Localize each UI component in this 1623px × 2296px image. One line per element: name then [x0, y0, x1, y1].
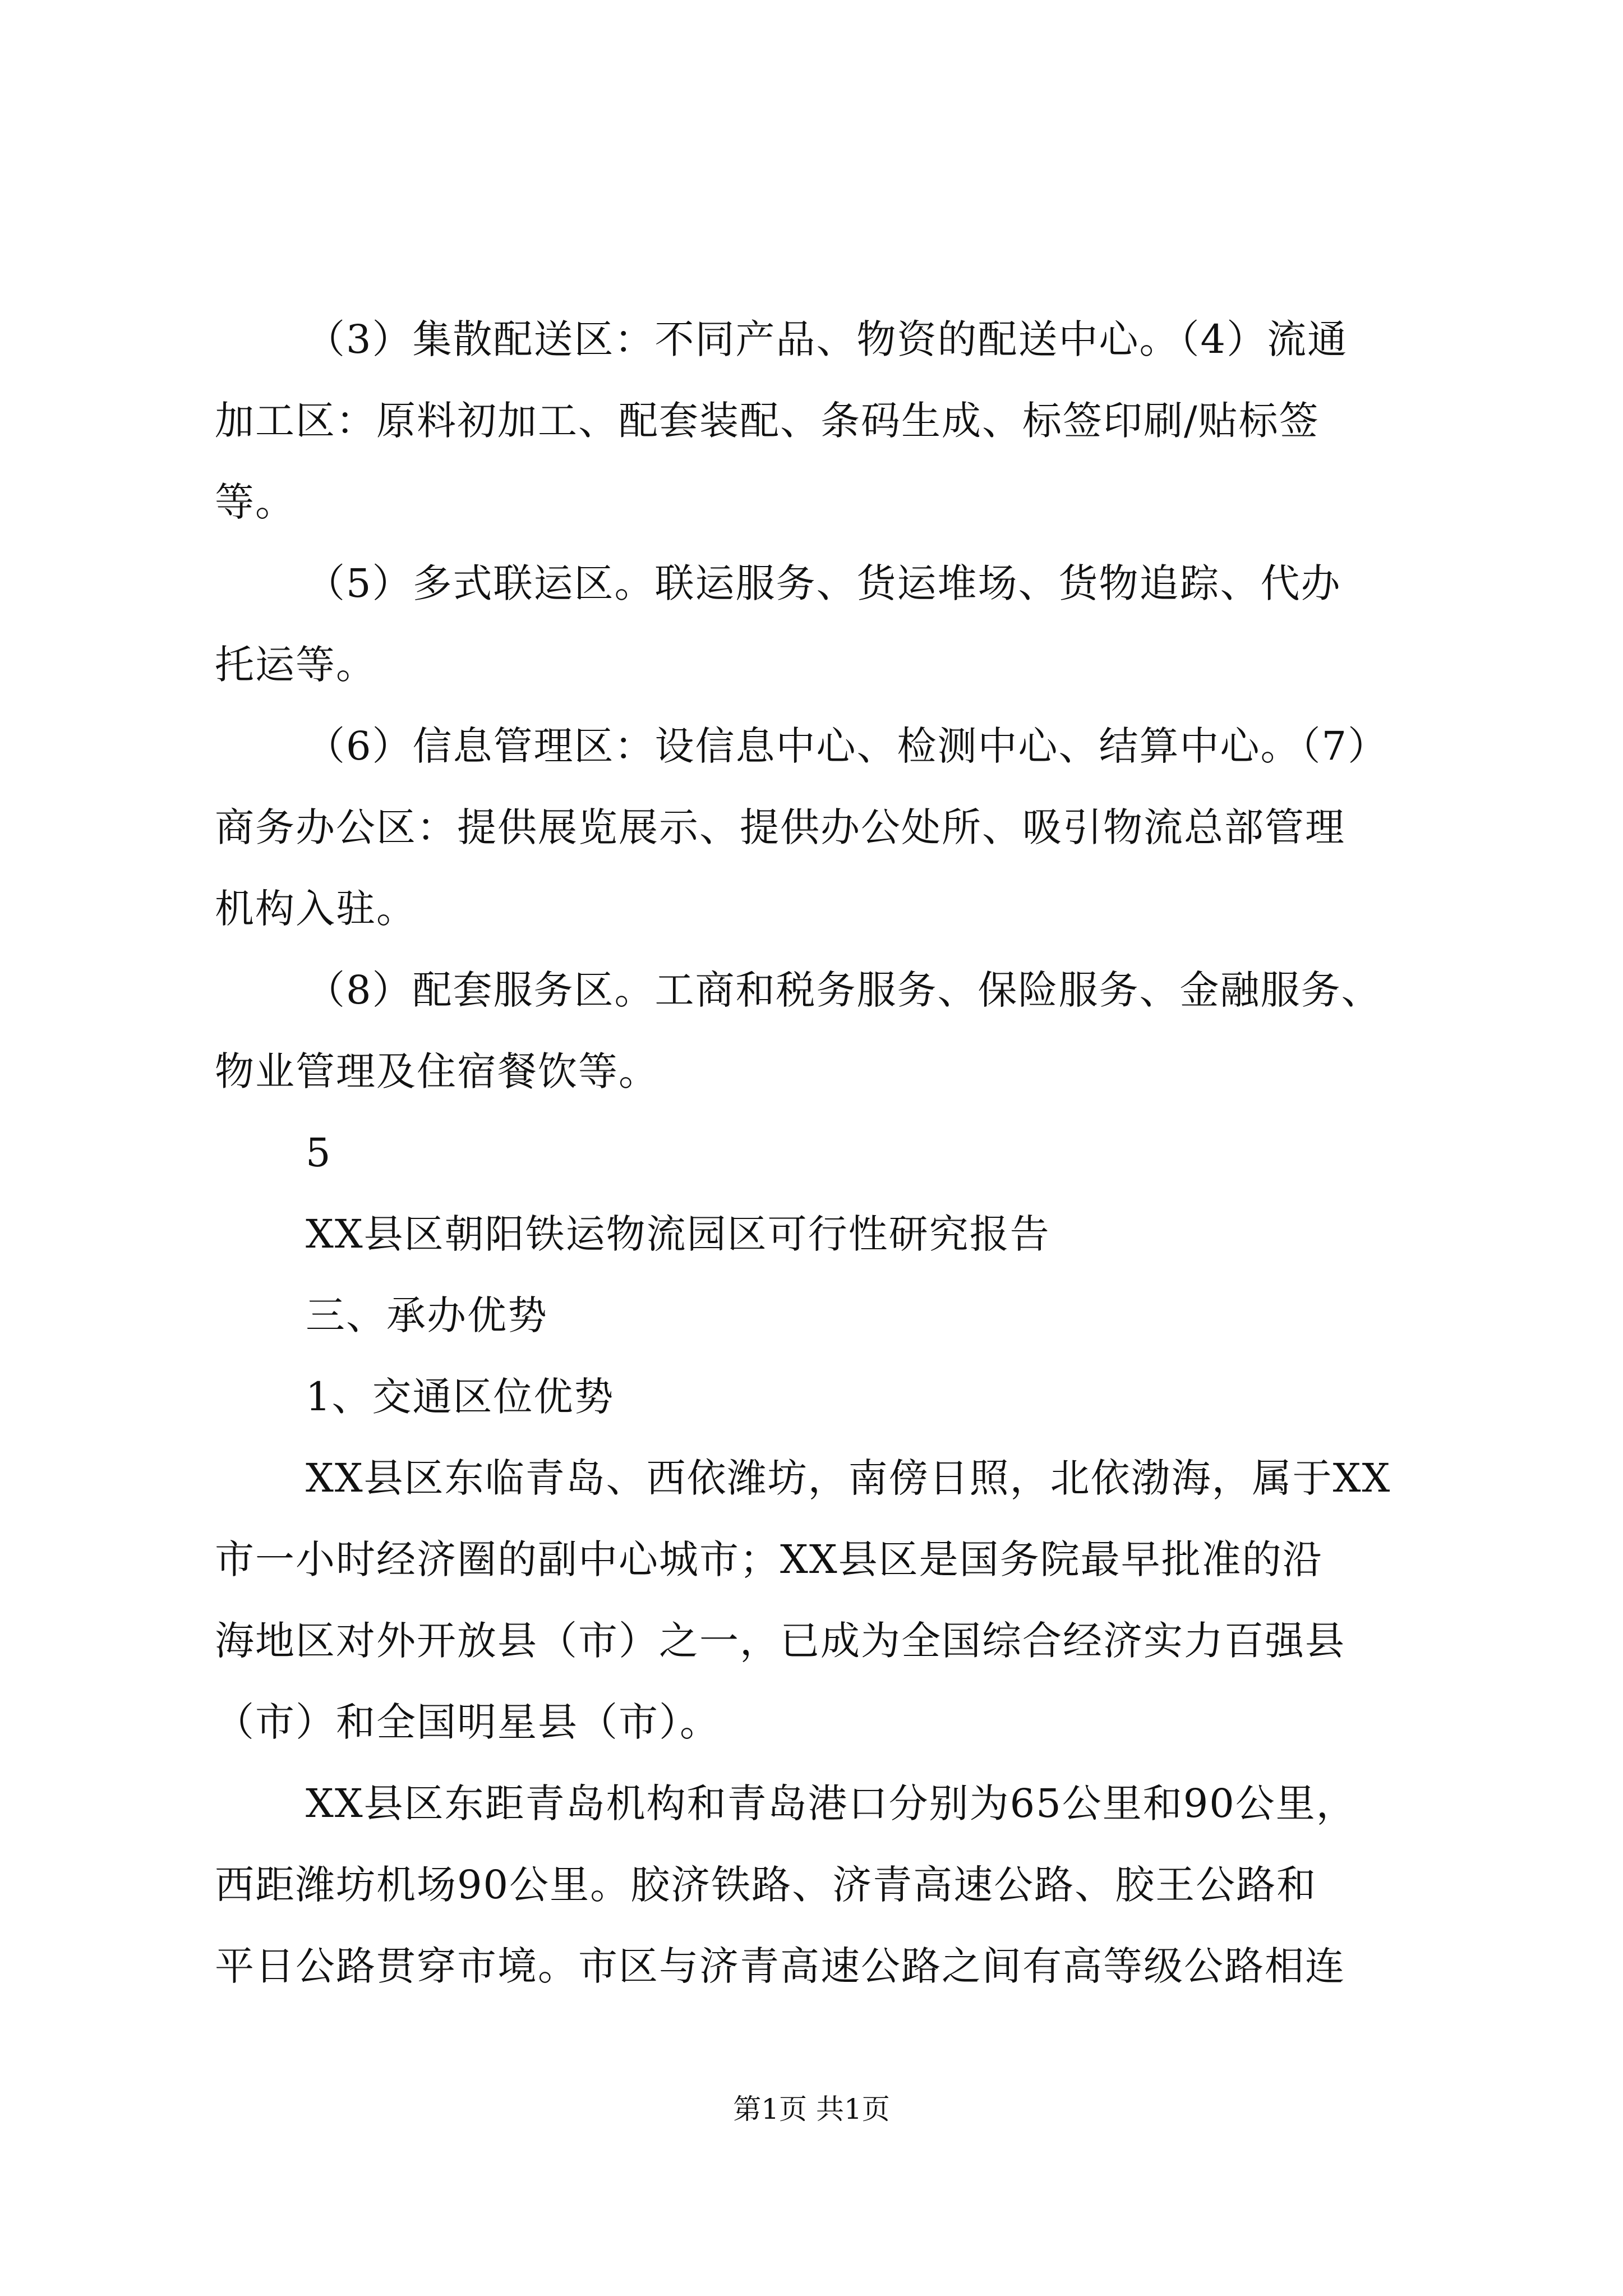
paragraph-line: 海地区对外开放县（市）之一，已成为全国综合经济实力百强县 [215, 1618, 1345, 1664]
paragraph-line: 托运等。 [215, 642, 376, 688]
report-title: XX县区朝阳铁运物流园区可行性研究报告 [306, 1211, 1050, 1257]
paragraph-line: 市一小时经济圈的副中心城市；XX县区是国务院最早批准的沿 [215, 1536, 1323, 1582]
page-number-marker: 5 [306, 1130, 332, 1176]
paragraph-line: 西距潍坊机场90公里。胶济铁路、济青高速公路、胶王公路和 [215, 1862, 1317, 1908]
subsection-heading: 1、交通区位优势 [306, 1374, 615, 1420]
paragraph-line: 机构入驻。 [215, 886, 417, 932]
paragraph-line: （6）信息管理区：设信息中心、检测中心、结算中心。（7） [306, 723, 1389, 769]
paragraph-line: 等。 [215, 479, 296, 525]
page-footer: 第1页 共1页 [733, 2093, 890, 2125]
section-heading: 三、承办优势 [306, 1292, 548, 1338]
paragraph-line: 平日公路贯穿市境。市区与济青高速公路之间有高等级公路相连 [215, 1943, 1345, 1989]
paragraph-line: （8）配套服务区。工商和税务服务、保险服务、金融服务、 [306, 967, 1382, 1013]
paragraph-line: 商务办公区：提供展览展示、提供办公处所、吸引物流总部管理 [215, 804, 1345, 850]
paragraph-line: （市）和全国明星县（市）。 [215, 1699, 720, 1745]
paragraph-line: 加工区：原料初加工、配套装配、条码生成、标签印刷/贴标签 [215, 398, 1320, 444]
paragraph-line: （3）集散配送区：不同产品、物资的配送中心。（4）流通 [306, 316, 1348, 362]
paragraph-line: （5）多式联运区。联运服务、货运堆场、货物追踪、代办 [306, 560, 1341, 606]
paragraph-line: XX县区东临青岛、西依潍坊，南傍日照，北依渤海，属于XX [306, 1455, 1391, 1501]
paragraph-line: XX县区东距青岛机构和青岛港口分别为65公里和90公里， [306, 1780, 1357, 1826]
paragraph-line: 物业管理及住宿餐饮等。 [215, 1048, 659, 1094]
